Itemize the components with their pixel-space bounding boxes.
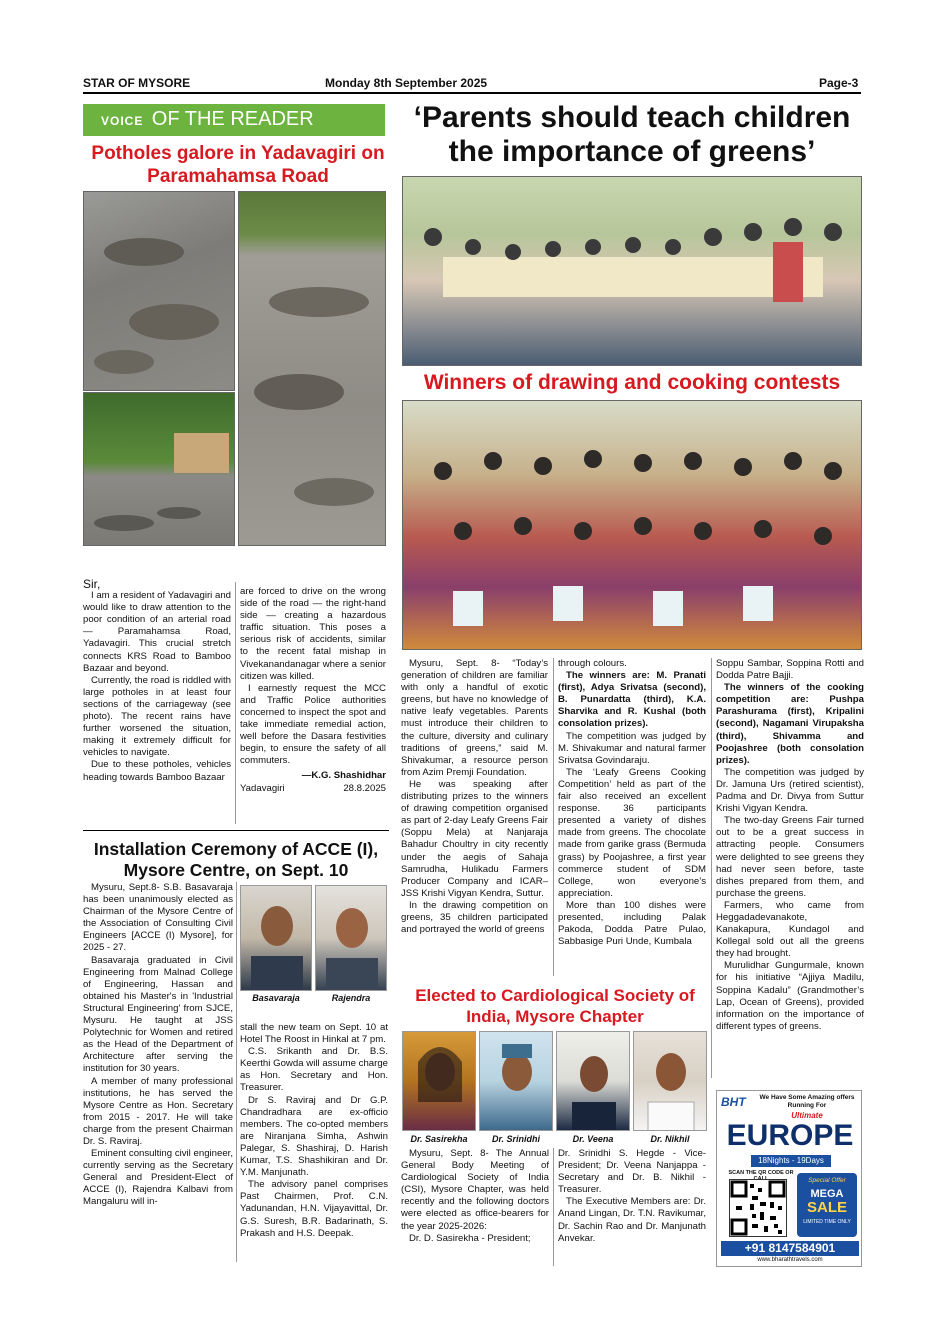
acce-paragraph: Mysuru, Sept.8- S.B. Basavaraja has been unanimously elected as Chairman of the Mysore Centre of the Association of Consulting Civil Engineers [ACCE (I) Mysore], for 2025 - 27. (83, 882, 233, 954)
qr-code[interactable] (729, 1179, 787, 1237)
acce-paragraph: stall the new team on Sept. 10 at Hotel The Roost in Hinkal at 7 pm. (240, 1022, 388, 1046)
greens-paragraph: The ‘Leafy Greens Cooking Competition’ held as part of the fair also received an excellent response. 36 participants presented a variety of dishes made from greens. The chocolate made from garike grass (Bermuda grass) by Poojashree, a first year commerce student of SDM College, won everyone’s appreciation. (558, 766, 706, 899)
ad-logo: BHT (721, 1095, 746, 1109)
travel-advertisement[interactable] (716, 1090, 862, 1267)
greens-paragraph: More than 100 dishes were presented, including Palak Pakoda, Dodda Patre Pulao, Sabbasige Puri Unde, Kumbala (558, 899, 706, 948)
ad-special: Special Offer (808, 1177, 846, 1184)
greens-paragraph: The two-day Greens Fair turned out to be a great success in attracting people. Consumers were delighted to see greens they had never seen before, taste dishes prepared from them, and purchase the greens. (716, 815, 864, 899)
acce-headline: Installation Ceremony of ACCE (I), Mysore Centre, on Sept. 10 (93, 839, 379, 880)
letter-paragraph: I earnestly request the MCC and Traffic Police authorities concerned to inspect the spot and take immediate remedial action, well before the Dasara festivities begin, to ensure the safety of all commuters. (240, 682, 386, 767)
voice-label-small: VOICE (101, 114, 144, 128)
greens-paragraph: The winners are: M. Pranati (first), Adya Srivatsa (second), B. Punardatta (third), K.A. Sharvika and R. Kushal (both consolation prizes). (558, 670, 706, 730)
pothole-photo-1 (83, 191, 235, 391)
pothole-photo-2 (238, 191, 386, 546)
ad-website[interactable]: www.bharathtravels.com (757, 1257, 823, 1263)
ad-limited: LIMITED TIME ONLY (803, 1219, 851, 1225)
letter-column-1 (83, 578, 231, 824)
csi-headline: Elected to Cardiological Society of India, Mysore Chapter (415, 986, 695, 1026)
acce-paragraph: Basavaraja graduated in Civil Engineering from Malnad College of Engineering, Hassan and obtained his Master's in 'Industrial Structural Engineering' from SJCE, Mysuru. He taught at JSS Polytechnic for Women and retired as the Head of the Department of Architecture after serving the institution for 30 years. (83, 954, 233, 1075)
greens-paragraph: The competition was judged by Dr. Jamuna Urs (retired scientist), Padma and Dr. Divya from Suttur Krishi Vigyan Kendra. (716, 766, 864, 815)
csi-column-2 (558, 1148, 706, 1268)
letter-column-2 (240, 586, 386, 826)
rajendra-photo (315, 885, 387, 991)
greens-subhead: Winners of drawing and cooking contests (423, 371, 841, 394)
greens-column-3 (716, 658, 864, 1083)
greens-paragraph: He was speaking after distributing prizes to the winners of drawing competition organised as part of 2-day Leafy Greens Fair (Soppu Mela) at Nanjaraja Bahadur Choultry in city recently under the aegis of Sahaja Samrudha, Hulikadu Farmers Producer Company and ICAR–JSS Krishi Vigyan Kendra, Suttur. (401, 778, 548, 899)
ad-duration: 18Nights - 19Days (751, 1155, 831, 1167)
csi-paragraph: Mysuru, Sept. 8- The Annual General Body Meeting of Cardiological Society of India (CSI), Mysore Chapter, was held recently and the following doctors were elected as office-bearers for the year 2025-2026: (401, 1148, 549, 1232)
ad-ultimate: Ultimate (791, 1111, 823, 1120)
acce-paragraph: The advisory panel comprises Past Chairmen, Prof. C.N. Yadunandan, H.N. Vijayavittal, Dr. G.S. Suresh, B.R. Badarinath, S. Prakash and H.S. Deepak. (240, 1179, 388, 1239)
srinidhi-photo (479, 1031, 553, 1131)
basavaraja-photo (240, 885, 312, 991)
acce-paragraph: Eminent consulting civil engineer, currently serving as the Secretary General and President-Elect of ACCE (I), Rajendra Kalbavi from Mangaluru will in- (83, 1148, 233, 1208)
page-number: Page-3 (819, 76, 859, 90)
csi-paragraph: Dr. Srinidhi S. Hegde - Vice-President; Dr. Veena Nanjappa - Secretary and Dr. B. Nikhil - Treasurer. (558, 1148, 706, 1196)
csi-paragraph: The Executive Members are: Dr. Anand Lingan, Dr. T.N. Ravikumar, Dr. Sachin Rao and Dr. Manjunath Anvekar. (558, 1196, 706, 1244)
ad-top-line: We Have Some Amazing offers Running For (759, 1094, 855, 1109)
women-group-photo (402, 400, 862, 650)
greens-column-2 (558, 658, 706, 980)
greens-column-1 (401, 658, 548, 980)
greens-headline: ‘Parents should teach children the importance of greens’ (413, 101, 851, 168)
letter-signature: —K.G. Shashidhar (301, 770, 386, 782)
children-group-photo (402, 176, 862, 366)
voice-banner (83, 104, 385, 136)
veena-caption: Dr. Veena (572, 1134, 614, 1144)
voice-label-big: OF THE READER (151, 108, 314, 130)
letter-paragraph: Currently, the road is riddled with large potholes in at least four sections of the carriageway (see photo). The recent rains have further worsened the situation, making it extremely difficult for vehicles to navigate. (83, 674, 231, 759)
basavaraja-caption: Basavaraja (252, 993, 300, 1003)
letter-paragraph: Due to these potholes, vehicles heading towards Bamboo Bazaar (83, 759, 231, 783)
greens-paragraph: Murulidhar Gungurmale, known for his initiative “Ajjiya Madilu, Soppina Kadalu” (Grandmother’s Lap, Ocean of Greens), provided information on the importance of different types of greens. (716, 960, 864, 1032)
ad-phone[interactable]: +91 8147584901 (721, 1241, 859, 1256)
pothole-photo-3 (83, 392, 235, 546)
csi-column-1 (401, 1148, 549, 1268)
sasirekha-photo (402, 1031, 476, 1131)
greens-paragraph: Mysuru, Sept. 8- “Today’s generation of children are familiar with only a handful of exotic greens, but have no knowledge of native leafy vegetables. Parents must introduce their children to the culture, diversity and culinary traditions of greens,” said M. Shivakumar, a resource person from Azim Premji Foundation. (401, 658, 548, 778)
letter-place: Yadavagiri (240, 782, 285, 794)
acce-column-1 (83, 882, 233, 1267)
greens-paragraph: The winners of the cooking competition are: Pushpa Parashurama (first), Kripalini (second), Nagamani Virupaksha (third), Shivamma and Poojashree (both consolation prizes). (716, 682, 864, 766)
greens-paragraph: Soppu Sambar, Soppina Rotti and Dodda Patre Bajji. (716, 658, 864, 682)
greens-paragraph: Farmers, who came from Heggadadevanakote, Kanakapura, Kundagol and Kollegal sold out all the greens they had brought. (716, 899, 864, 960)
ad-destination: EUROPE (726, 1119, 854, 1152)
ad-mega: MEGA (810, 1188, 844, 1200)
csi-paragraph: Dr. D. Sasirekha - President; (409, 1232, 531, 1244)
issue-date: Monday 8th September 2025 (325, 76, 488, 90)
letter-paragraph: are forced to drive on the wrong side of the road — the right-hand side — creating a hazardous traffic situation. This poses a serious risk of accidents, similar to the recent fatal mishap in Vivekanandanagar where a senior citizen was killed. (240, 586, 386, 682)
letter-date: 28.8.2025 (343, 782, 386, 794)
acce-paragraph: Dr S. Raviraj and Dr G.P. Chandradhara are ex-officio members. The co-opted members are Niranjana Simha, Ashwin Palegar, S. Shashiraj, D. Harish Kumar, T.S. Shashikiran and Dr. Y.M. Manjunath. (240, 1094, 388, 1179)
acce-paragraph: A member of many professional institutions, he has served the Mysore Centre as Hon. Secretary from 2015 - 2017. He will take charge from the present Chairman Dr. S. Raviraj. (83, 1075, 233, 1147)
letter-paragraph: I am a resident of Yadavagiri and would like to draw attention to the poor condition of an arterial road — Paramahamsa Road, Yadavagiri. This crucial stretch connects KRS Road to Bamboo Bazaar and beyond. (83, 590, 231, 674)
sasirekha-caption: Dr. Sasirekha (410, 1134, 468, 1144)
nikhil-caption: Dr. Nikhil (650, 1134, 690, 1144)
masthead-rule (83, 92, 861, 94)
paper-name: STAR OF MYSORE (83, 76, 191, 90)
voice-headline: Potholes galore in Yadavagiri on Paramahamsa Road (91, 143, 385, 187)
mega-sale-badge (797, 1173, 857, 1237)
acce-column-2 (240, 1022, 388, 1267)
veena-photo (556, 1031, 630, 1131)
srinidhi-caption: Dr. Srinidhi (491, 1134, 540, 1144)
nikhil-photo (633, 1031, 707, 1131)
acce-paragraph: C.S. Srikanth and Dr. B.S. Keerthi Gowda will assume charge as Hon. Secretary and Hon. Treasurer. (240, 1046, 388, 1094)
greens-paragraph: through colours. (558, 658, 627, 669)
letter-salutation: Sir, (83, 578, 101, 591)
ad-sale: SALE (806, 1199, 847, 1216)
ad-scan: SCAN THE QR CODE OR (728, 1170, 794, 1176)
rajendra-caption: Rajendra (331, 993, 371, 1003)
greens-paragraph: In the drawing competition on greens, 35 children participated and portrayed the world of greens (401, 899, 548, 936)
greens-paragraph: The competition was judged by M. Shivakumar and natural farmer Srivatsa Govindaraju. (558, 730, 706, 766)
